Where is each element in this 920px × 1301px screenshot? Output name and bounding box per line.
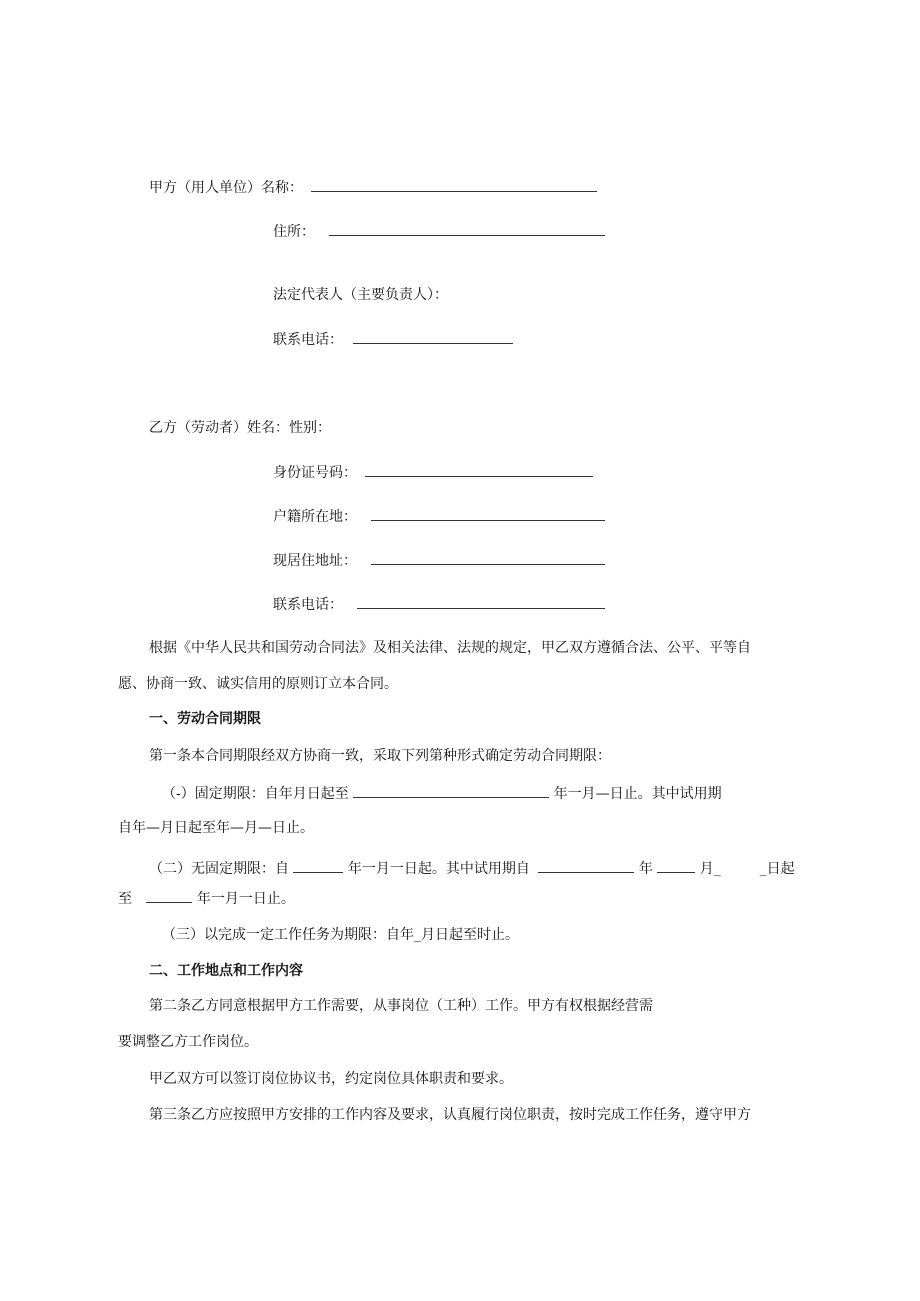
- fixed-term-end-field[interactable]: [353, 783, 549, 798]
- party-b-id-label: 身份证号码：: [273, 465, 357, 481]
- party-b-phone-field[interactable]: [357, 594, 605, 609]
- party-a-address-row: [273, 221, 605, 242]
- open-term-probation-year-field[interactable]: [538, 858, 634, 873]
- fixed-term-text-b: 年一月—日止。其中试用期: [553, 786, 722, 802]
- open-term-end-row: [118, 888, 295, 909]
- section-1-title: 一、劳动合同期限: [149, 711, 261, 727]
- party-a-name-field[interactable]: [311, 177, 597, 192]
- open-term-probation-month-field[interactable]: [657, 858, 695, 873]
- party-b-phone-label: 联系电话：: [273, 597, 343, 613]
- intro-line-2: 愿、协商一致、诚实信用的原则订立本合同。: [118, 676, 398, 692]
- party-a-phone-row: [273, 329, 513, 350]
- party-b-residence-row: [273, 550, 605, 571]
- fixed-term-row: [162, 783, 722, 804]
- party-a-phone-label: 联系电话：: [273, 332, 343, 348]
- post-agreement: 甲乙双方可以签订岗位协议书，约定岗位具体职责和要求。: [149, 1071, 513, 1087]
- party-a-address-field[interactable]: [329, 221, 605, 236]
- party-a-name-row: [149, 177, 597, 198]
- open-term-text-b: 年一月一日起。其中试用期自: [347, 861, 530, 877]
- open-term-text-a: （二）无固定期限：自: [149, 861, 289, 877]
- article-2-line-1: 第二条乙方同意根据甲方工作需要，从事岗位（工种）工作。甲方有权根据经营需: [149, 998, 653, 1014]
- open-term-text-e: _日起: [759, 861, 795, 877]
- section-2-title: 二、工作地点和工作内容: [149, 963, 303, 979]
- open-term-text-f: 至: [118, 891, 132, 907]
- open-term-text-d: 月_: [699, 861, 721, 877]
- intro-line-1: 根据《中华人民共和国劳动合同法》及相关法律、法规的规定，甲乙双方遵循合法、公平、平等自: [149, 640, 751, 656]
- party-b-phone-row: [273, 594, 605, 615]
- open-term-end-field[interactable]: [146, 888, 192, 903]
- party-b-name-label: 乙方（劳动者）姓名：性别：: [149, 420, 331, 436]
- party-b-residence-field[interactable]: [371, 550, 605, 565]
- party-b-residence-label: 现居住地址：: [273, 553, 357, 569]
- party-a-name-label: 甲方（用人单位）名称：: [149, 180, 303, 196]
- party-b-hukou-label: 户籍所在地：: [273, 509, 357, 525]
- party-a-phone-field[interactable]: [353, 329, 513, 344]
- fixed-term-probation: 自年—月日起至年—月—日止。: [118, 820, 314, 836]
- party-b-hukou-field[interactable]: [371, 506, 605, 521]
- fixed-term-text-a: （-）固定期限：自年月日起至: [162, 786, 349, 802]
- party-b-id-row: [273, 462, 593, 483]
- open-term-row: [149, 858, 795, 879]
- article-2-line-2: 要调整乙方工作岗位。: [118, 1034, 258, 1050]
- open-term-start-field[interactable]: [293, 858, 343, 873]
- party-a-address-label: 住所：: [273, 224, 315, 240]
- article-3: 第三条乙方应按照甲方安排的工作内容及要求，认真履行岗位职责，按时完成工作任务，遵守甲方: [149, 1107, 751, 1123]
- party-b-hukou-row: [273, 506, 605, 527]
- task-term: （三）以完成一定工作任务为期限：自年_月日起至时止。: [162, 927, 519, 943]
- article-1: 第一条本合同期限经双方协商一致，采取下列第种形式确定劳动合同期限：: [149, 748, 611, 764]
- party-b-name-row: [149, 418, 331, 438]
- party-b-id-field[interactable]: [365, 462, 593, 477]
- open-term-text-g: 年一月一日止。: [196, 891, 295, 907]
- party-a-legal-rep-row: [273, 285, 448, 305]
- party-a-legal-rep-label: 法定代表人（主要负责人）：: [273, 287, 448, 303]
- open-term-text-c: 年: [638, 861, 653, 877]
